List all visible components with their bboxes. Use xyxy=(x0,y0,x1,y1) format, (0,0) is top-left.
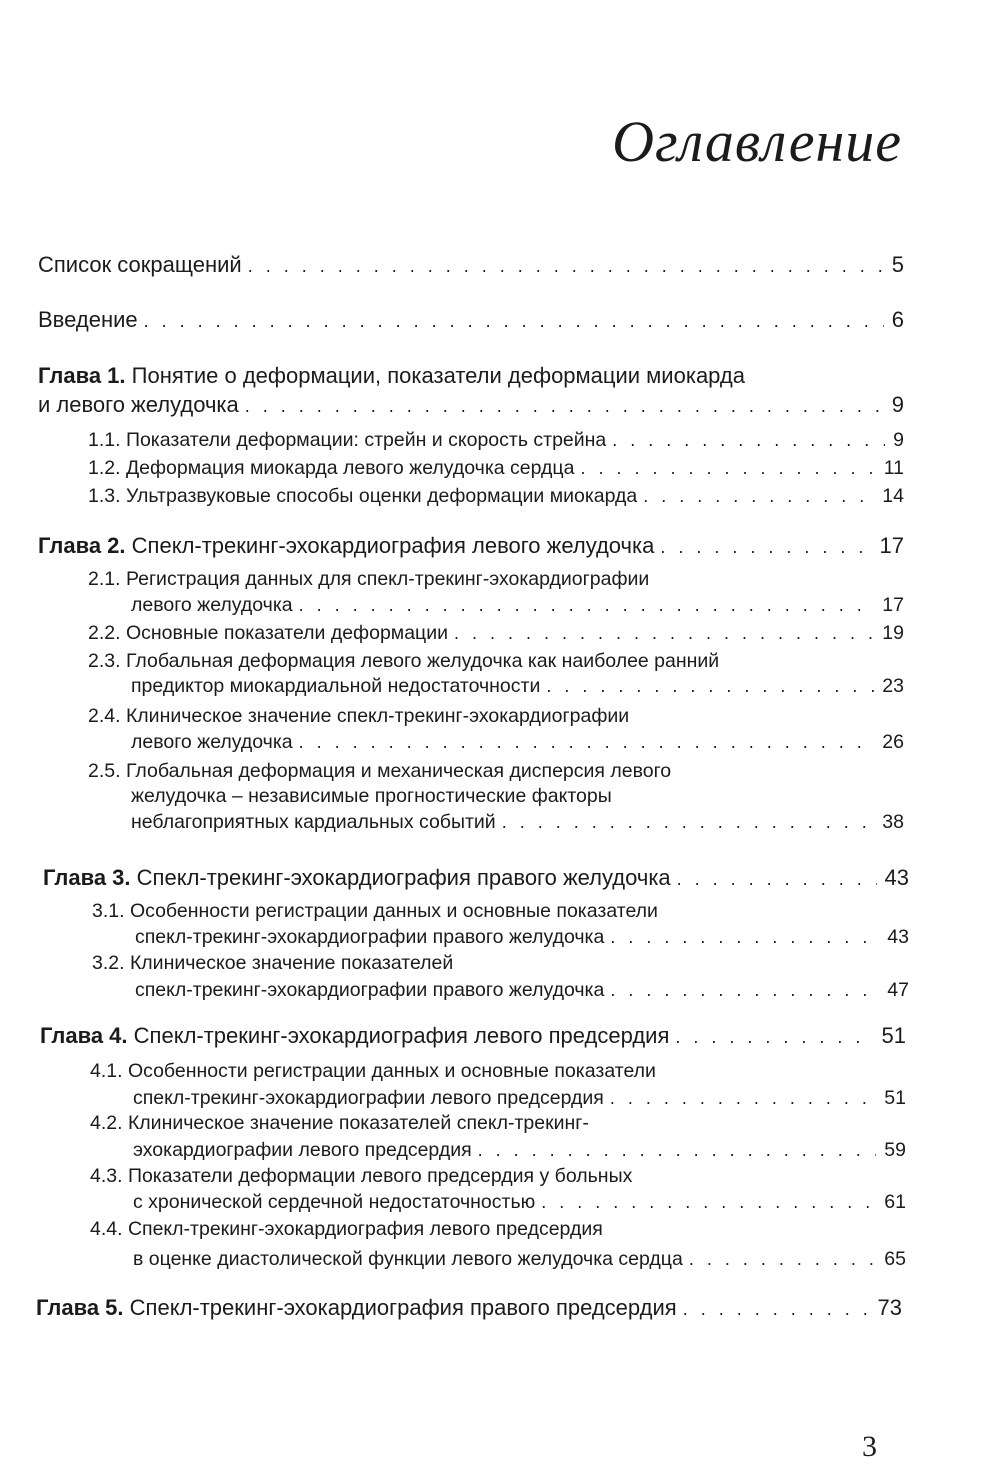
toc-entry-introduction[interactable] xyxy=(38,306,904,335)
toc-chapter-1-heading[interactable] xyxy=(38,362,904,389)
toc-entry-title: Введение xyxy=(38,307,138,332)
toc-section-title: левого желудочка xyxy=(131,594,293,616)
dot-leader xyxy=(245,393,884,420)
toc-section-4-4-line-1[interactable] xyxy=(90,1216,906,1243)
toc-section-1-3[interactable] xyxy=(88,483,904,510)
toc-chapter-heading xyxy=(38,532,654,559)
chapter-title: Спекл-трекинг-эхокардиография правого желудочка xyxy=(136,865,671,890)
dot-leader xyxy=(689,1246,876,1273)
toc-section-2-1[interactable] xyxy=(131,592,904,619)
toc-section-title: спекл-трекинг-эхокардиографии правого желудочка xyxy=(135,926,605,948)
toc-section-title: спекл-трекинг-эхокардиографии правого желудочка xyxy=(135,979,605,1001)
toc-page-number: 43 xyxy=(884,865,909,890)
dot-leader xyxy=(541,1189,876,1216)
dot-leader xyxy=(546,673,874,700)
dot-leader xyxy=(248,253,884,280)
toc-chapter-1[interactable] xyxy=(38,391,904,420)
toc-section-title: 1.2. Деформация миокарда левого желудочка сердца xyxy=(88,457,575,479)
toc-page-number: 51 xyxy=(884,1087,906,1109)
toc-page-number: 6 xyxy=(891,307,904,332)
chapter-title-line-1: Понятие о деформации, показатели деформации миокарда xyxy=(131,363,745,388)
toc-section-2-4[interactable] xyxy=(131,729,904,756)
toc-entry-title: Список сокращений xyxy=(38,252,242,277)
toc-section-title: 2.4. Клиническое значение спекл-трекинг-эхокардиографии xyxy=(88,705,630,727)
toc-page-number: 23 xyxy=(882,675,904,697)
toc-chapter-2[interactable] xyxy=(38,532,904,561)
toc-section-2-3-line-1[interactable] xyxy=(88,648,904,675)
chapter-label: Глава 3. xyxy=(43,865,131,890)
toc-page-number: 51 xyxy=(881,1023,906,1048)
toc-chapter-5[interactable] xyxy=(36,1294,902,1323)
dot-leader xyxy=(660,534,871,561)
toc-page-number: 11 xyxy=(883,457,904,479)
page-number: 3 xyxy=(862,1430,877,1463)
toc-page-number: 26 xyxy=(882,731,904,753)
chapter-title: Спекл-трекинг-эхокардиография левого предсердия xyxy=(133,1023,670,1048)
toc-section-4-3-line-1[interactable] xyxy=(90,1163,906,1190)
toc-section-title: неблагоприятных кардиальных событий xyxy=(131,811,496,833)
toc-chapter-heading xyxy=(40,1022,669,1049)
toc-section-2-4-line-1[interactable] xyxy=(88,703,904,730)
dot-leader xyxy=(683,1296,870,1323)
toc-page-number: 61 xyxy=(884,1191,906,1213)
toc-section-title: 2.3. Глобальная деформация левого желудочка как наиболее ранний xyxy=(88,650,720,672)
dot-leader xyxy=(478,1137,877,1164)
chapter-label: Глава 2. xyxy=(38,533,126,558)
toc-page-number: 38 xyxy=(882,811,904,833)
dot-leader xyxy=(675,1024,873,1051)
toc-page-number: 5 xyxy=(891,252,904,277)
toc-page-number: 14 xyxy=(882,485,904,507)
toc-section-2-1-line-1[interactable] xyxy=(88,566,904,593)
toc-section-3-2[interactable] xyxy=(135,977,909,1004)
dot-leader xyxy=(643,483,874,510)
toc-section-title: 2.1. Регистрация данных для спекл-трекинг-эхокардиографии xyxy=(88,568,650,590)
chapter-label: Глава 1. xyxy=(38,363,126,388)
toc-section-title: 3.2. Клиническое значение показателей xyxy=(92,952,454,974)
toc-section-4-2-line-1[interactable] xyxy=(90,1110,906,1137)
dot-leader xyxy=(610,1085,876,1112)
toc-section-title: предиктор миокардиальной недостаточности xyxy=(131,675,541,697)
toc-section-title: 4.2. Клиническое значение показателей спекл-трекинг- xyxy=(90,1112,589,1134)
toc-section-4-1[interactable] xyxy=(133,1085,906,1112)
dot-leader xyxy=(610,977,879,1004)
toc-section-title: эхокардиографии левого предсердия xyxy=(133,1139,472,1161)
toc-entry-abbreviations[interactable] xyxy=(38,251,904,280)
page-title: Оглавление xyxy=(612,109,902,174)
dot-leader xyxy=(454,620,874,647)
toc-section-title: 1.1. Показатели деформации: стрейн и скорость стрейна xyxy=(88,429,607,451)
toc-section-3-1-line-1[interactable] xyxy=(92,898,909,925)
chapter-title: Спекл-трекинг-эхокардиография правого предсердия xyxy=(129,1295,677,1320)
toc-section-title: 4.1. Особенности регистрации данных и основные показатели xyxy=(90,1060,656,1082)
toc-section-title: 4.3. Показатели деформации левого предсердия у больных xyxy=(90,1165,633,1187)
toc-section-2-3[interactable] xyxy=(131,673,904,700)
toc-chapter-4[interactable] xyxy=(40,1022,906,1051)
chapter-title-line-2: и левого желудочка xyxy=(38,392,239,417)
toc-section-title: спекл-трекинг-эхокардиографии левого предсердия xyxy=(133,1087,604,1109)
chapter-title: Спекл-трекинг-эхокардиография левого желудочка xyxy=(131,533,655,558)
dot-leader xyxy=(612,427,885,454)
toc-section-title: с хронической сердечной недостаточностью xyxy=(133,1191,536,1213)
chapter-label: Глава 4. xyxy=(40,1023,128,1048)
toc-section-3-1[interactable] xyxy=(135,924,909,951)
toc-section-4-2[interactable] xyxy=(133,1137,906,1164)
toc-chapter-heading xyxy=(36,1294,677,1321)
toc-chapter-heading xyxy=(38,362,745,389)
toc-page-number: 73 xyxy=(877,1295,902,1320)
toc-page-number: 59 xyxy=(884,1139,906,1161)
toc-section-title: 3.1. Особенности регистрации данных и основные показатели xyxy=(92,900,658,922)
toc-section-title: 2.5. Глобальная деформация и механическая дисперсия левого xyxy=(88,760,672,782)
toc-section-4-4[interactable] xyxy=(133,1246,906,1273)
dot-leader xyxy=(299,729,875,756)
dot-leader xyxy=(610,924,879,951)
toc-section-1-2[interactable] xyxy=(88,455,904,482)
toc-section-2-5[interactable] xyxy=(131,809,904,836)
dot-leader xyxy=(677,866,877,893)
toc-section-1-1[interactable] xyxy=(88,427,904,454)
toc-section-4-3[interactable] xyxy=(133,1189,906,1216)
toc-page-number: 19 xyxy=(882,622,904,644)
dot-leader xyxy=(580,455,875,482)
toc-page-number: 9 xyxy=(893,429,904,451)
chapter-label: Глава 5. xyxy=(36,1295,124,1320)
toc-chapter-3[interactable] xyxy=(43,864,909,893)
toc-page-number: 17 xyxy=(879,533,904,558)
toc-section-2-5-line-1[interactable] xyxy=(88,758,904,785)
toc-section-title: в оценке диастолической функции левого желудочка сердца xyxy=(133,1248,683,1270)
toc-section-title: 1.3. Ультразвуковые способы оценки деформации миокарда xyxy=(88,485,638,507)
toc-page-number: 65 xyxy=(884,1248,906,1270)
toc-section-4-1-line-1[interactable] xyxy=(90,1058,906,1085)
toc-page-number: 9 xyxy=(891,392,904,417)
toc-section-2-2[interactable] xyxy=(88,620,904,647)
toc-page-number: 43 xyxy=(887,926,909,948)
toc-section-title: 4.4. Спекл-трекинг-эхокардиография левого предсердия xyxy=(90,1218,603,1240)
toc-page-number: 47 xyxy=(887,979,909,1001)
toc-section-2-5-line-2[interactable] xyxy=(131,783,904,810)
dot-leader xyxy=(299,592,875,619)
toc-section-title: 2.2. Основные показатели деформации xyxy=(88,622,448,644)
toc-chapter-heading xyxy=(43,864,671,891)
toc-section-title: желудочка – независимые прогностические факторы xyxy=(131,785,612,807)
toc-section-title: левого желудочка xyxy=(131,731,293,753)
toc-page-number: 17 xyxy=(882,594,904,616)
dot-leader xyxy=(502,809,875,836)
toc-section-3-2-line-1[interactable] xyxy=(92,950,909,977)
dot-leader xyxy=(144,308,884,335)
